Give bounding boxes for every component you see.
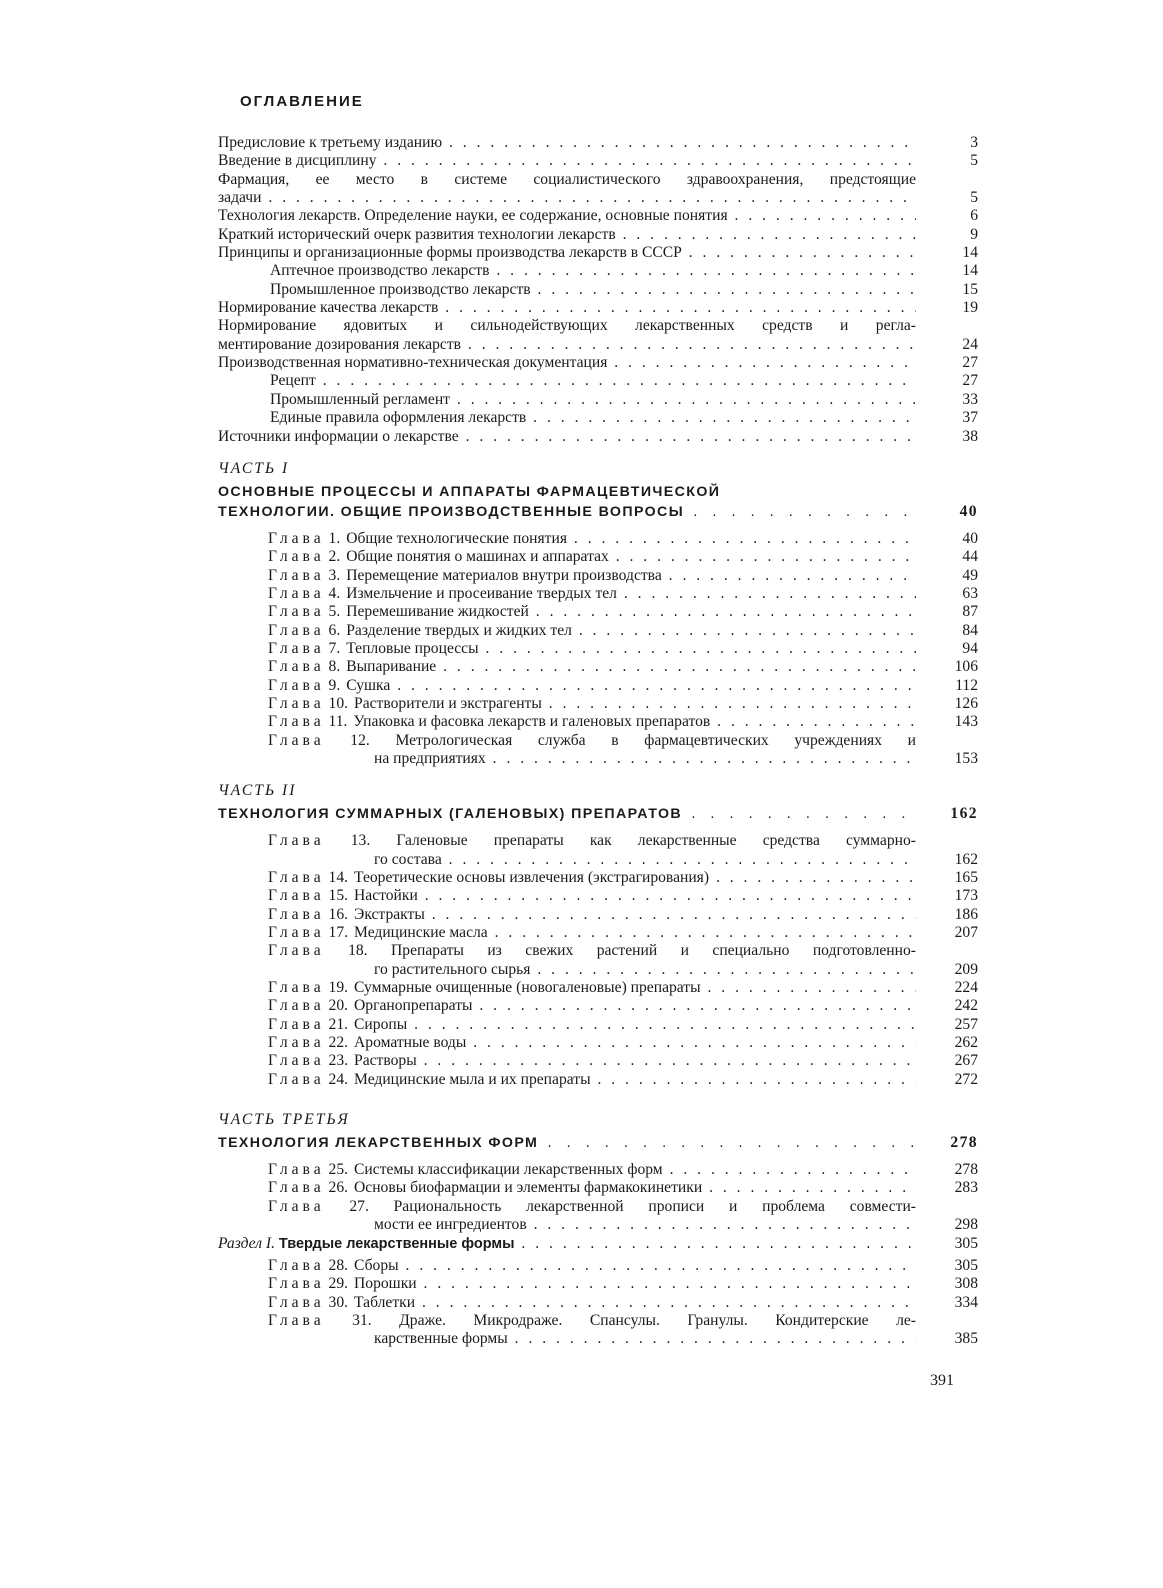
chapter-page: 87 xyxy=(962,603,978,621)
section-label: Раздел I. xyxy=(218,1234,276,1252)
chapter-number: 12. xyxy=(350,731,370,749)
chapter-page: 272 xyxy=(954,1070,978,1088)
chapter-label: Глава xyxy=(268,924,325,942)
chapter-title: Растворители и экстрагенты . . . xyxy=(348,695,916,713)
part-heading[interactable] xyxy=(218,804,978,824)
part-heading-line1: ТЕХНОЛОГИЯ ЛЕКАРСТВЕННЫХ ФОРМ . . . xyxy=(218,1133,916,1153)
chapter-page: 40 xyxy=(962,529,978,547)
chapter-title: Медицинские масла . . . xyxy=(348,924,916,942)
chapter-entry[interactable] xyxy=(218,1052,978,1070)
chapter-page: 262 xyxy=(954,1034,978,1052)
chapter-number: 6. xyxy=(328,621,341,639)
toc-entry[interactable] xyxy=(218,299,978,317)
chapter-page: 298 xyxy=(954,1216,978,1234)
chapter-title: Порошки . . . xyxy=(348,1275,916,1293)
toc-entry[interactable] xyxy=(218,354,978,372)
chapter-entry[interactable] xyxy=(218,942,978,979)
toc-subentry[interactable] xyxy=(218,391,978,409)
chapter-title-line2: го состава . . . xyxy=(268,851,916,869)
entry-page: 3 xyxy=(970,134,978,151)
chapter-title: Растворы . . . xyxy=(348,1052,916,1070)
intro-list xyxy=(218,134,978,446)
chapter-title-line2: на предприятиях . . . xyxy=(268,750,916,768)
chapter-number: 19. xyxy=(328,979,349,997)
chapter-title: Перемешивание жидкостей . . . xyxy=(340,603,916,621)
chapter-page: 162 xyxy=(954,850,978,868)
chapter-number: 23. xyxy=(328,1052,349,1070)
chapter-entry[interactable] xyxy=(218,585,978,603)
chapter-title: Тепловые процессы . . . xyxy=(340,640,916,658)
chapter-title: Таблетки . . . xyxy=(348,1294,916,1312)
chapter-title: Сборы . . . xyxy=(348,1257,916,1275)
chapter-number: 20. xyxy=(328,997,349,1015)
chapter-entry[interactable] xyxy=(218,997,978,1015)
chapter-title-line2: карственные формы . . . xyxy=(268,1330,916,1348)
chapter-number: 26. xyxy=(328,1179,349,1197)
chapter-title-line1: Метрологическая служба в фармацевтических учреждениях и xyxy=(395,731,916,749)
chapter-page: 305 xyxy=(954,1256,978,1274)
chapter-label: Глава xyxy=(268,1293,325,1311)
chapter-title: Настойки . . . xyxy=(348,887,916,905)
toc-entry[interactable] xyxy=(218,134,978,152)
chapter-entry[interactable] xyxy=(218,603,978,621)
chapter-title: Системы классификации лекарственных форм . . . xyxy=(348,1161,916,1179)
chapter-label: Глава xyxy=(268,713,325,731)
entry-text: Источники информации о лекарстве . . . xyxy=(218,428,916,446)
chapter-entry[interactable] xyxy=(218,1312,978,1349)
entry-text: Принципы и организационные формы производства лекарств в СССР . . . xyxy=(218,244,916,262)
entry-page: 15 xyxy=(962,280,978,298)
entry-text: Единые правила оформления лекарств . . . xyxy=(218,409,916,427)
chapter-label: Глава xyxy=(268,658,325,676)
chapter-number: 3. xyxy=(328,566,341,584)
part-label: ЧАСТЬ ТРЕТЬЯ xyxy=(218,1111,350,1129)
chapter-page: 153 xyxy=(954,749,978,767)
chapter-page: 106 xyxy=(954,658,978,676)
chapter-label: Глава xyxy=(268,1070,325,1088)
chapter-label: Глава xyxy=(268,1256,325,1274)
entry-page: 33 xyxy=(962,390,978,408)
entry-page: 24 xyxy=(962,335,978,353)
entry-page: 9 xyxy=(970,225,978,243)
toc-subentry[interactable] xyxy=(218,262,978,280)
chapter-label: Глава xyxy=(268,1034,325,1052)
chapter-number: 22. xyxy=(328,1034,349,1052)
chapter-title: Сиропы . . . xyxy=(348,1016,916,1034)
entry-page: 19 xyxy=(962,299,978,317)
chapter-number: 4. xyxy=(328,584,341,602)
chapter-title: Органопрепараты . . . xyxy=(348,997,916,1015)
chapter-number: 8. xyxy=(328,658,341,676)
chapter-number: 1. xyxy=(328,529,341,547)
chapter-label: Глава xyxy=(268,869,325,886)
page-number: 391 xyxy=(930,1372,954,1389)
chapter-entry[interactable] xyxy=(218,548,978,566)
chapter-page: 224 xyxy=(954,979,978,997)
chapter-label: Глава xyxy=(268,887,325,905)
chapter-title: Экстракты . . . xyxy=(348,906,916,924)
entry-text: Промышленное производство лекарств . . . xyxy=(218,281,916,299)
chapter-number: 14. xyxy=(328,869,349,886)
entry-text: Нормирование качества лекарств . . . xyxy=(218,299,916,317)
chapter-title: Разделение твердых и жидких тел . . . xyxy=(340,622,916,640)
toc-subentry[interactable] xyxy=(218,409,978,427)
chapter-number: 30. xyxy=(328,1293,349,1311)
chapter-page: 44 xyxy=(962,548,978,566)
chapter-number: 27. xyxy=(349,1197,369,1215)
chapter-page: 207 xyxy=(954,924,978,942)
page-title: ОГЛАВЛЕНИЕ xyxy=(240,93,364,110)
chapter-title: Теоретические основы извлечения (экстрагирования) . . . xyxy=(348,869,916,887)
chapter-entry[interactable] xyxy=(218,1034,978,1052)
chapter-number: 29. xyxy=(328,1275,349,1293)
entry-page: 27 xyxy=(962,354,978,372)
entry-text-line2: ментирование дозирования лекарств . . . xyxy=(218,336,916,354)
chapter-number: 2. xyxy=(328,548,341,566)
chapter-number: 18. xyxy=(348,942,368,960)
part-heading-line1: ТЕХНОЛОГИЯ СУММАРНЫХ (ГАЛЕНОВЫХ) ПРЕПАРАТОВ . . . xyxy=(218,804,916,824)
part-heading[interactable] xyxy=(218,1133,978,1153)
part-3-chapters xyxy=(218,1161,978,1348)
chapter-label: Глава xyxy=(268,997,325,1015)
chapter-label: Глава xyxy=(268,566,325,584)
chapter-number: 24. xyxy=(328,1070,349,1088)
part-heading-line2: ТЕХНОЛОГИИ. ОБЩИЕ ПРОИЗВОДСТВЕННЫЕ ВОПРОСЫ . . . xyxy=(218,502,916,522)
chapter-label: Глава xyxy=(268,1275,325,1293)
chapter-page: 173 xyxy=(954,887,978,905)
chapter-label: Глава xyxy=(268,1015,325,1033)
chapter-entry[interactable] xyxy=(218,1294,978,1312)
part-page: 162 xyxy=(950,805,978,823)
part-page: 40 xyxy=(959,502,978,520)
chapter-page: 165 xyxy=(954,869,978,886)
toc-page xyxy=(218,92,978,1349)
chapter-page: 334 xyxy=(954,1293,978,1311)
entry-text-line1: Нормирование ядовитых и сильнодействующих лекарственных средств и регла- xyxy=(218,317,916,335)
section-title: Твердые лекарственные формы xyxy=(278,1235,515,1252)
entry-page: 6 xyxy=(970,207,978,225)
chapter-page: 84 xyxy=(962,621,978,639)
chapter-entry[interactable] xyxy=(218,1198,978,1235)
chapter-label: Глава xyxy=(268,1052,325,1070)
chapter-label: Глава xyxy=(268,1179,325,1197)
section-entry[interactable] xyxy=(218,1235,978,1253)
entry-page: 27 xyxy=(962,372,978,390)
chapter-label: Глава xyxy=(268,584,325,602)
part-heading-line1: ОСНОВНЫЕ ПРОЦЕССЫ И АППАРАТЫ ФАРМАЦЕВТИЧЕСКОЙ xyxy=(218,483,721,500)
chapter-title-line2: го растительного сырья . . . xyxy=(268,961,916,979)
chapter-page: 209 xyxy=(954,960,978,978)
chapter-title: Ароматные воды . . . xyxy=(348,1034,916,1052)
chapter-label: Глава xyxy=(268,603,325,621)
chapter-number: 7. xyxy=(328,639,341,657)
toc-entry[interactable] xyxy=(218,171,978,208)
chapter-page: 278 xyxy=(954,1161,978,1179)
chapter-number: 10. xyxy=(328,694,349,712)
section-page: 305 xyxy=(954,1234,978,1252)
part-heading[interactable] xyxy=(218,482,978,522)
chapter-label: Глава xyxy=(268,548,325,566)
chapter-entry[interactable] xyxy=(218,695,978,713)
chapter-label: Глава xyxy=(268,1311,325,1329)
chapter-page: 267 xyxy=(954,1052,978,1070)
part-label: ЧАСТЬ I xyxy=(218,459,290,477)
chapter-title: Перемещение материалов внутри производства . . . xyxy=(340,567,916,585)
chapter-page: 308 xyxy=(954,1275,978,1293)
chapter-label: Глава xyxy=(268,979,325,997)
chapter-label: Глава xyxy=(268,529,325,547)
chapter-number: 9. xyxy=(328,676,341,694)
entry-page: 14 xyxy=(962,244,978,262)
chapter-page: 242 xyxy=(954,997,978,1015)
toc-entry[interactable] xyxy=(218,207,978,225)
toc-entry[interactable] xyxy=(218,244,978,262)
chapter-page: 283 xyxy=(954,1179,978,1197)
chapter-title: Основы биофармации и элементы фармакокинетики . . . xyxy=(348,1179,916,1197)
entry-text: Краткий исторический очерк развития технологии лекарств . . . xyxy=(218,226,916,244)
chapter-title: Медицинские мыла и их препараты . . . xyxy=(348,1071,916,1089)
chapter-entry[interactable] xyxy=(218,869,978,887)
chapter-title: Сушка . . . xyxy=(340,677,916,695)
toc-entry[interactable] xyxy=(218,317,978,354)
chapter-page: 94 xyxy=(962,639,978,657)
chapter-label: Глава xyxy=(268,639,325,657)
chapter-number: 31. xyxy=(352,1311,372,1329)
entry-text-line2: задачи . . . xyxy=(218,189,916,207)
part-page: 278 xyxy=(950,1134,978,1152)
chapter-page: 385 xyxy=(954,1330,978,1348)
chapter-entry[interactable] xyxy=(218,658,978,676)
chapter-number: 28. xyxy=(328,1256,349,1274)
chapter-entry[interactable] xyxy=(218,622,978,640)
chapter-entry[interactable] xyxy=(218,1016,978,1034)
chapter-entry[interactable] xyxy=(218,1275,978,1293)
chapter-entry[interactable] xyxy=(218,713,978,731)
toc-entry[interactable] xyxy=(218,428,978,446)
chapter-entry[interactable] xyxy=(218,640,978,658)
chapter-title-line1: Драже. Микродраже. Спансулы. Гранулы. Кондитерские ле- xyxy=(399,1311,916,1329)
entry-page: 5 xyxy=(970,189,978,207)
chapter-title-line2: мости ее ингредиентов . . . xyxy=(268,1216,916,1234)
entry-text: Введение в дисциплину . . . xyxy=(218,152,916,170)
chapter-number: 15. xyxy=(328,887,349,905)
chapter-number: 13. xyxy=(350,832,371,850)
entry-text-line1: Фармация, ее место в системе социалистического здравоохранения, предстоящие xyxy=(218,170,916,188)
chapter-label: Глава xyxy=(268,1161,325,1179)
chapter-entry[interactable] xyxy=(218,732,978,769)
entry-text: Предисловие к третьему изданию . . . xyxy=(218,134,916,152)
chapter-title: Общие технологические понятия . . . xyxy=(340,530,916,548)
chapter-title: Измельчение и просеивание твердых тел . . . xyxy=(340,585,916,603)
toc-subentry[interactable] xyxy=(218,281,978,299)
chapter-label: Глава xyxy=(268,676,325,694)
chapter-number: 11. xyxy=(328,713,348,731)
chapter-page: 63 xyxy=(962,584,978,602)
chapter-label: Глава xyxy=(268,731,325,749)
entry-text: Производственная нормативно-техническая документация . . . xyxy=(218,354,916,372)
chapter-entry[interactable] xyxy=(218,1161,978,1179)
chapter-label: Глава xyxy=(268,1197,325,1215)
chapter-page: 257 xyxy=(954,1015,978,1033)
entry-page: 38 xyxy=(962,427,978,445)
entry-text: Аптечное производство лекарств . . . xyxy=(218,262,916,280)
chapter-entry[interactable] xyxy=(218,1257,978,1275)
chapter-page: 112 xyxy=(955,676,978,694)
chapter-page: 126 xyxy=(954,694,978,712)
chapter-entry[interactable] xyxy=(218,567,978,585)
entry-text: Рецепт . . . xyxy=(218,372,916,390)
part-2-chapters xyxy=(218,832,978,1089)
chapter-entry[interactable] xyxy=(218,924,978,942)
chapter-title: Общие понятия о машинах и аппаратах . . . xyxy=(340,548,916,566)
toc-subentry[interactable] xyxy=(218,372,978,390)
chapter-number: 17. xyxy=(328,924,349,942)
chapter-number: 25. xyxy=(328,1161,349,1179)
part-1-chapters xyxy=(218,530,978,768)
chapter-entry[interactable] xyxy=(218,530,978,548)
chapter-entry[interactable] xyxy=(218,1179,978,1197)
chapter-number: 21. xyxy=(328,1015,349,1033)
chapter-entry[interactable] xyxy=(218,906,978,924)
chapter-title: Выпаривание . . . xyxy=(340,658,916,676)
entry-text: Технология лекарств. Определение науки, ее содержание, основные понятия . . . xyxy=(218,207,916,225)
entry-page: 14 xyxy=(962,262,978,280)
chapter-entry[interactable] xyxy=(218,887,978,905)
chapter-label: Глава xyxy=(268,621,325,639)
chapter-label: Глава xyxy=(268,832,325,850)
chapter-label: Глава xyxy=(268,694,325,712)
chapter-entry[interactable] xyxy=(218,677,978,695)
chapter-label: Глава xyxy=(268,905,325,923)
chapter-title-line1: Галеновые препараты как лекарственные средства суммарно- xyxy=(396,832,916,850)
toc-entry[interactable] xyxy=(218,226,978,244)
chapter-entry[interactable] xyxy=(218,979,978,997)
chapter-number: 16. xyxy=(328,905,349,923)
chapter-title: Упаковка и фасовка лекарств и галеновых препаратов . . . xyxy=(347,713,916,731)
chapter-entry[interactable] xyxy=(218,1071,978,1089)
entry-page: 37 xyxy=(962,409,978,427)
entry-text: Промышленный регламент . . . xyxy=(218,391,916,409)
entry-page: 5 xyxy=(970,152,978,170)
chapter-title-line1: Препараты из свежих растений и специально подготовленно- xyxy=(391,942,916,960)
chapter-page: 49 xyxy=(962,566,978,584)
chapter-label: Глава xyxy=(268,942,325,960)
toc-entry[interactable] xyxy=(218,152,978,170)
chapter-entry[interactable] xyxy=(218,832,978,869)
chapter-page: 186 xyxy=(954,905,978,923)
chapter-title: Суммарные очищенные (новогаленовые) препараты . . . xyxy=(348,979,916,997)
chapter-number: 5. xyxy=(328,603,341,621)
chapter-page: 143 xyxy=(954,713,978,731)
part-label: ЧАСТЬ II xyxy=(218,782,297,800)
chapter-title-line1: Рациональность лекарственной прописи и проблема совмести- xyxy=(393,1197,916,1215)
